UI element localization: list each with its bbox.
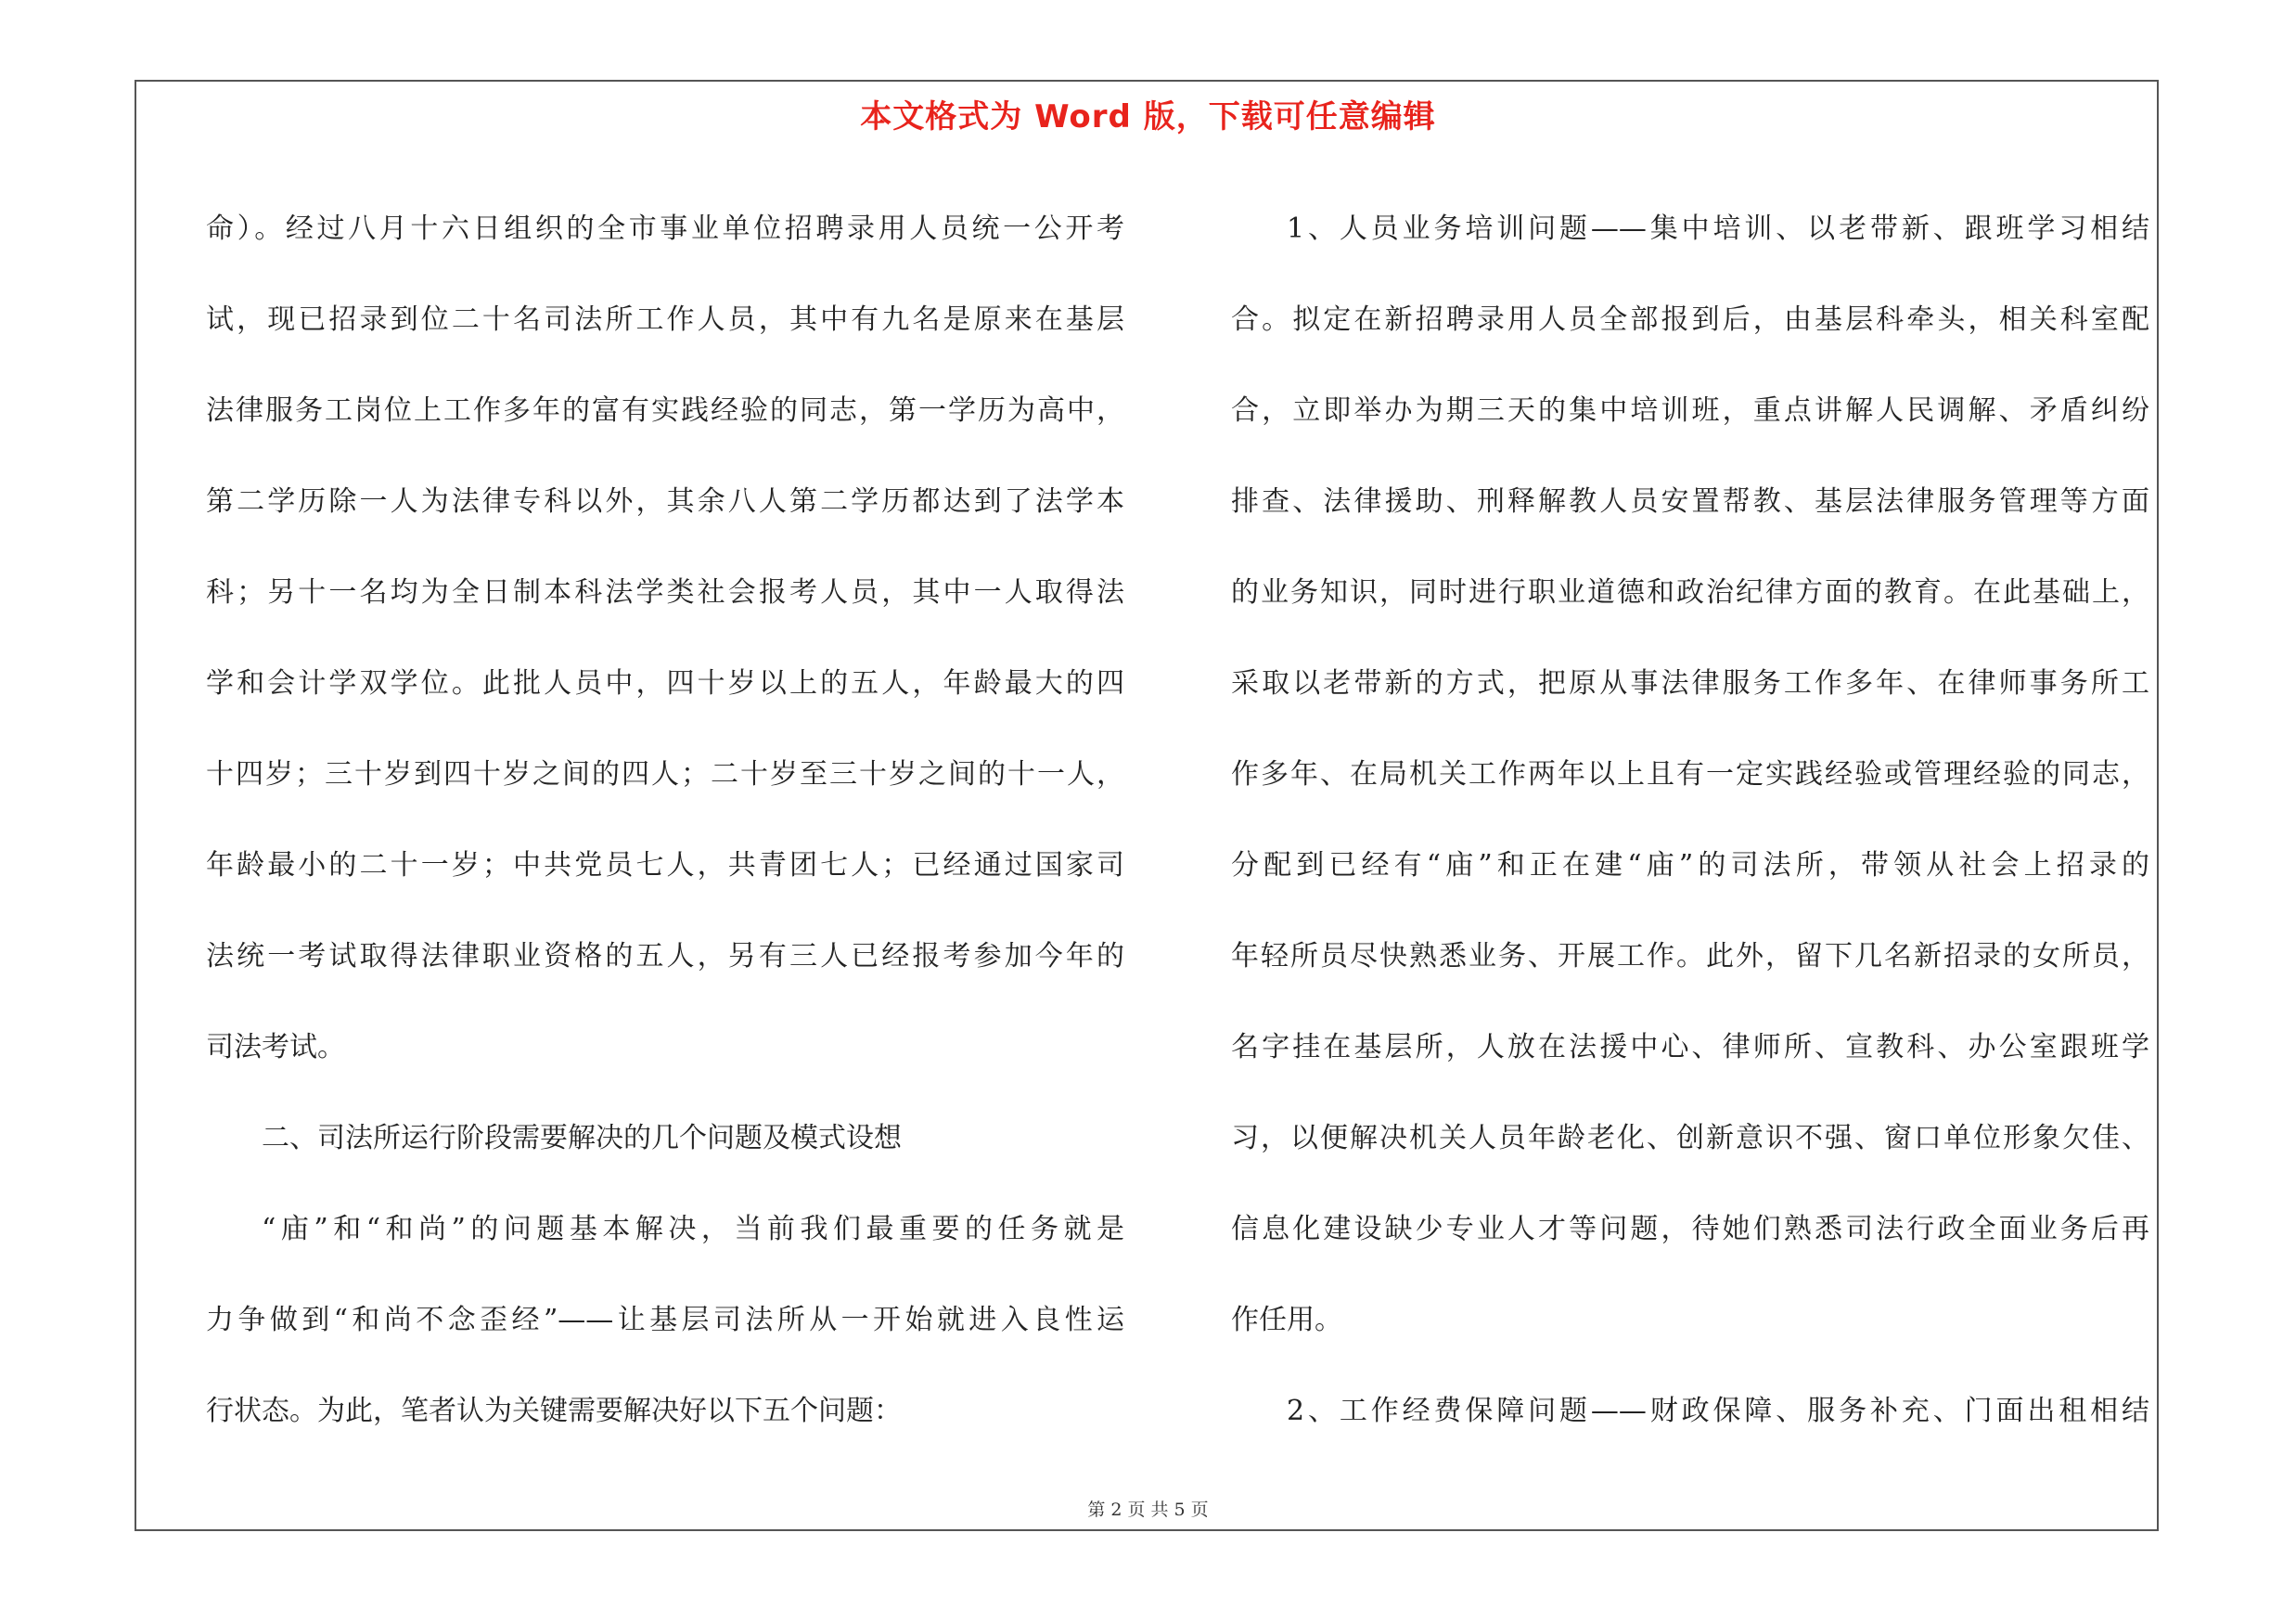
text-line: 排查、法律援助、刑释解教人员安置帮教、基层法律服务管理等方面 <box>1231 485 2149 518</box>
text-line: 二、司法所运行阶段需要解决的几个问题及模式设想 <box>262 1122 902 1154</box>
text-line: 1、人员业务培训问题——集中培训、以老带新、跟班学习相结 <box>1287 213 2149 245</box>
text-line: 采取以老带新的方式，把原从事法律服务工作多年、在律师事务所工 <box>1231 667 2149 700</box>
text-line: 分配到已经有“庙”和正在建“庙”的司法所，带领从社会上招录的 <box>1231 849 2149 882</box>
text-line: 信息化建设缺少专业人才等问题，待她们熟悉司法行政全面业务后再 <box>1231 1213 2149 1245</box>
text-line: 的业务知识，同时进行职业道德和政治纪律方面的教育。在此基础上， <box>1231 576 2149 609</box>
text-line: 合。拟定在新招聘录用人员全部报到后，由基层科牵头，相关科室配 <box>1231 303 2149 336</box>
text-line: 十四岁；三十岁到四十岁之间的四人；二十岁至三十岁之间的十一人， <box>206 758 1124 791</box>
text-line: 行状态。为此，笔者认为关键需要解决好以下五个问题： <box>206 1395 902 1427</box>
text-line: 习，以便解决机关人员年龄老化、创新意识不强、窗口单位形象欠佳、 <box>1231 1122 2149 1154</box>
document-banner: 本文格式为 Word 版，下载可任意编辑 <box>860 98 1436 135</box>
text-line: 作多年、在局机关工作两年以上且有一定实践经验或管理经验的同志， <box>1231 758 2149 791</box>
text-line: 年轻所员尽快熟悉业务、开展工作。此外，留下几名新招录的女所员， <box>1231 940 2149 973</box>
text-line: 力争做到“和尚不念歪经”——让基层司法所从一开始就进入良性运 <box>206 1304 1124 1336</box>
text-line: 法统一考试取得法律职业资格的五人，另有三人已经报考参加今年的 <box>206 940 1124 973</box>
left-column <box>206 184 1124 1457</box>
right-column <box>1231 184 2149 1457</box>
text-line: 名字挂在基层所，人放在法援中心、律师所、宣教科、办公室跟班学 <box>1231 1031 2149 1063</box>
text-line: 司法考试。 <box>206 1031 345 1063</box>
text-line: 第二学历除一人为法律专科以外，其余八人第二学历都达到了法学本 <box>206 485 1124 518</box>
text-line: 合，立即举办为期三天的集中培训班，重点讲解人民调解、矛盾纠纷 <box>1231 394 2149 427</box>
text-line: 年龄最小的二十一岁；中共党员七人，共青团七人；已经通过国家司 <box>206 849 1124 882</box>
text-line: 学和会计学双学位。此批人员中，四十岁以上的五人，年龄最大的四 <box>206 667 1124 700</box>
text-line: “庙”和“和尚”的问题基本解决，当前我们最重要的任务就是 <box>262 1213 1124 1245</box>
text-line: 试，现已招录到位二十名司法所工作人员，其中有九名是原来在基层 <box>206 303 1124 336</box>
text-line: 2、工作经费保障问题——财政保障、服务补充、门面出租相结 <box>1287 1395 2149 1427</box>
text-line: 法律服务工岗位上工作多年的富有实践经验的同志，第一学历为高中， <box>206 394 1124 427</box>
text-line: 作任用。 <box>1231 1304 1342 1336</box>
page-number-footer: 第 2 页 共 5 页 <box>1087 1500 1209 1520</box>
text-line: 科；另十一名均为全日制本科法学类社会报考人员，其中一人取得法 <box>206 576 1124 609</box>
text-line: 命）。经过八月十六日组织的全市事业单位招聘录用人员统一公开考 <box>206 213 1124 245</box>
